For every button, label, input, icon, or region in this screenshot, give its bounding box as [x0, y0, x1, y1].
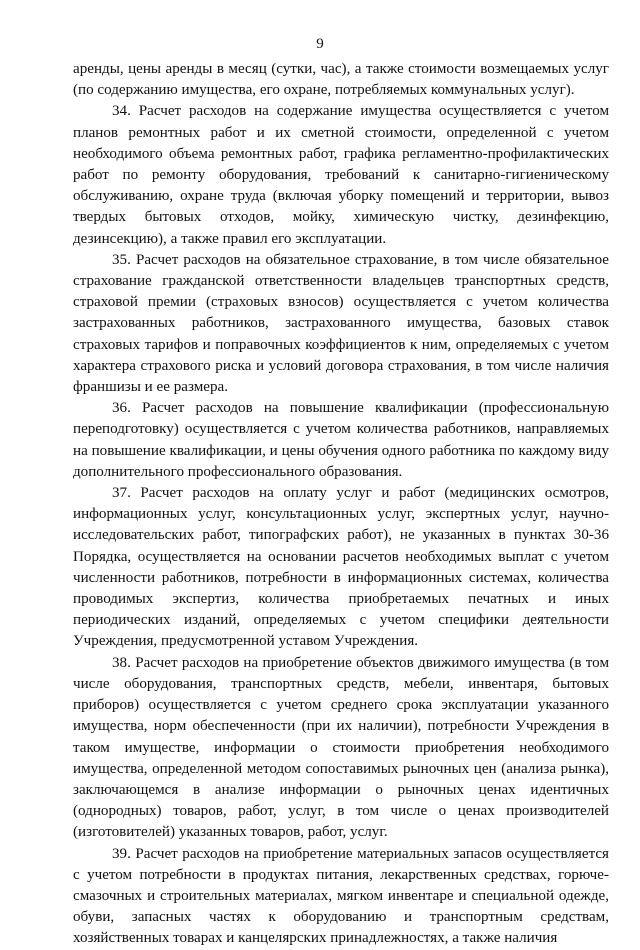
paragraph-34: 34. Расчет расходов на содержание имущества осуществляется с учетом планов ремонтных работ и их сметной стоимости, определенной с учетом необходимого объема ремонтных работ, графика регламентно-профилактических работ по ремонту оборудования, требований к санитарно-гигиеническому обслуживанию, охране труда (включая уборку помещений и территории, вывоз твердых бытовых отходов, мойку, химическую чистку, дезинфекцию, дезинсекцию), а также правил его эксплуатации.	[73, 103, 609, 247]
page-number: 9	[316, 36, 324, 52]
paragraph-39: 39. Расчет расходов на приобретение материальных запасов осуществляется с учетом потребности в продуктах питания, лекарственных средствах, горюче-смазочных и строительных материалах, мягком инвентаре и специальной одежде, обуви, запасных частях к оборудованию и транспортным средствам, хозяйственных товарах и канцелярских принадлежностях, а также наличия	[73, 845, 609, 947]
paragraph-36: 36. Расчет расходов на повышение квалификации (профессиональную переподготовку) осуществляется с учетом количества работников, направляемых на повышение квалификации, и цены обучения одного работника по каждому виду дополнительного профессионального образования.	[73, 400, 609, 480]
paragraph-37: 37. Расчет расходов на оплату услуг и работ (медицинских осмотров, информационных услуг, консультационных услуг, экспертных услуг, научно-исследовательских работ, типографских работ), не указанных в пунктах 30-36 Порядка, осуществляется на основании расчетов необходимых выплат с учетом численности работников, потребности в информационных системах, количества проводимых экспертиз, количества приобретаемых печатных и иных периодических изданий, определяемых с учетом специфики деятельности Учреждения, предусмотренной уставом Учреждения.	[73, 485, 609, 650]
paragraph-continuation: аренды, цены аренды в месяц (сутки, час), а также стоимости возмещаемых услуг (по содержанию имущества, его охране, потребляемых коммунальных услуг).	[73, 61, 609, 99]
document-body	[73, 59, 609, 950]
paragraph-35: 35. Расчет расходов на обязательное страхование, в том числе обязательное страхование гражданской ответственности владельцев транспортных средств, страховой премии (страховых взносов) осуществляется с учетом количества застрахованных работников, застрахованного имущества, базовых ставок страховых тарифов и поправочных коэффициентов к ним, определяемых с учетом характера страхового риска и условий договора страхования, в том числе наличия франшизы и ее размера.	[73, 251, 609, 396]
paragraph-38: 38. Расчет расходов на приобретение объектов движимого имущества (в том числе оборудования, транспортных средств, мебели, инвентаря, бытовых приборов) осуществляется с учетом среднего срока эксплуатации указанного имущества, норм обеспеченности (при их наличии), потребности Учреждения в таком имуществе, информации о стоимости приобретения необходимого имущества, определенной методом сопоставимых рыночных цен (анализа рынка), заключающемся в анализе информации о рыночных ценах идентичных (однородных) товаров, работ, услуг, в том числе о ценах производителей (изготовителей) указанных товаров, работ, услуг.	[73, 654, 609, 841]
